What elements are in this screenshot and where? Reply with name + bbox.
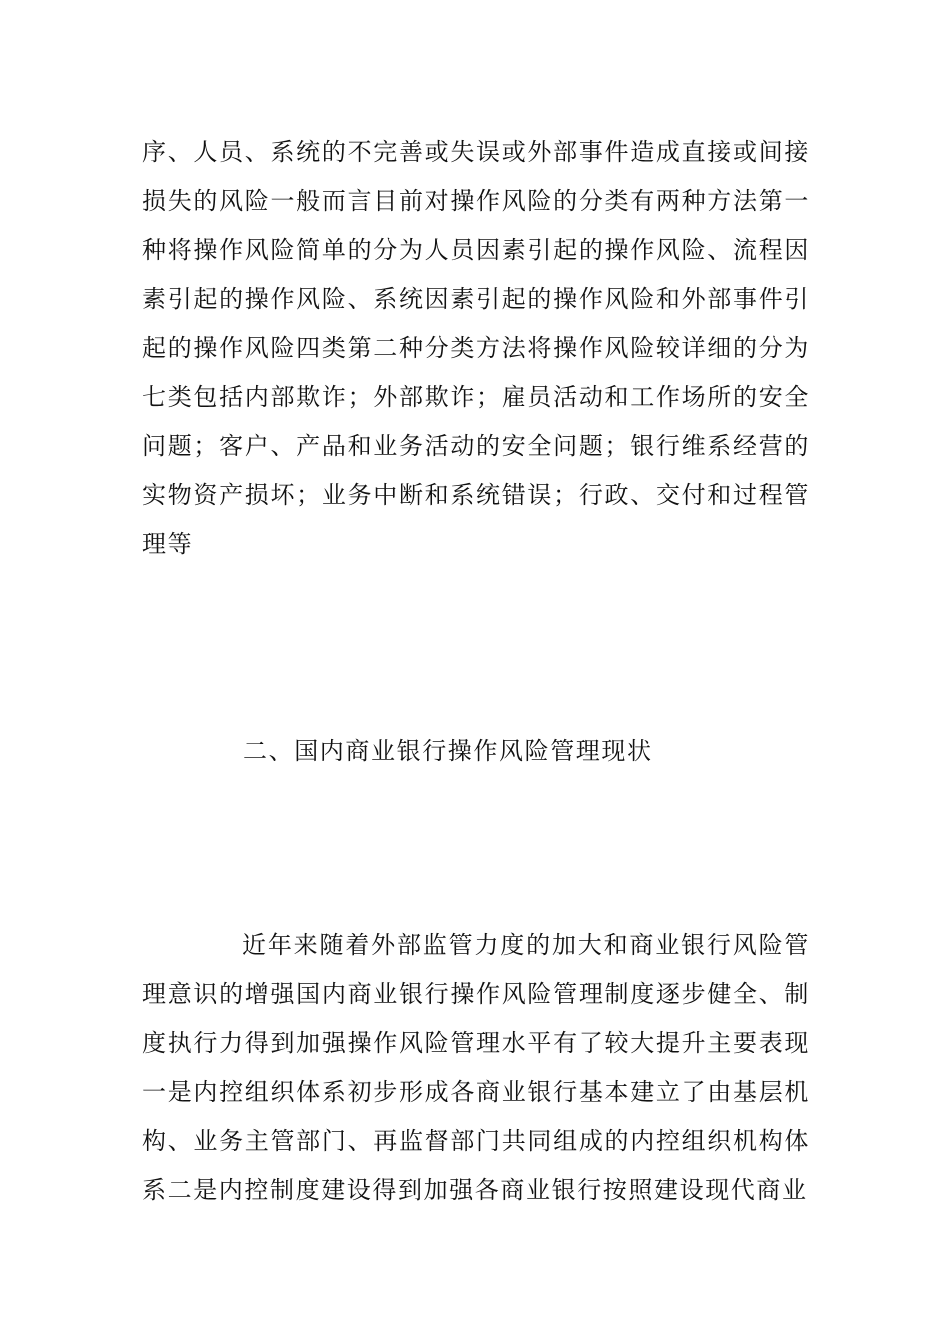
section-heading: 二、国内商业银行操作风险管理现状	[243, 737, 653, 765]
body-paragraph-2: 近年来随着外部监管力度的加大和商业银行风险管理意识的增强国内商业银行操作风险管理制度逐步健全、制度执行力得到加强操作风险管理水平有了较大提升主要表现一是内控组织体系初步形成各商业银行基本建立了由基层机构、业务主管部门、再监督部门共同组成的内控组织机构体系二是内控制度建设得到加强各商业银行按照建设现代商业	[142, 931, 810, 1204]
body-paragraph-1: 序、人员、系统的不完善或失误或外部事件造成直接或间接损失的风险一般而言目前对操作风险的分类有两种方法第一种将操作风险简单的分为人员因素引起的操作风险、流程因素引起的操作风险、系统因素引起的操作风险和外部事件引起的操作风险四类第二种分类方法将操作风险较详细的分为七类包括内部欺诈；外部欺诈；雇员活动和工作场所的安全问题；客户、产品和业务活动的安全问题；银行维系经营的实物资产损坏；业务中断和系统错误；行政、交付和过程管理等	[142, 138, 810, 558]
